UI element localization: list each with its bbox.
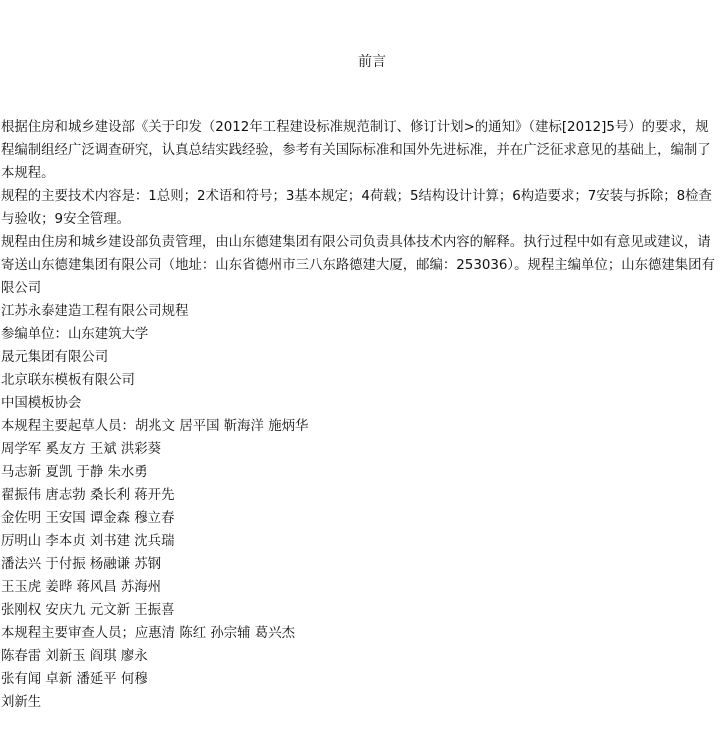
list-item: 江苏永泰建造工程有限公司规程 — [1, 304, 189, 319]
paragraph-management: 规程由住房和城乡建设部负责管理，由山东德建集团有限公司负责具体技术内容的解释。执行过程中如有意见或建议，请寄送山东德建集团有限公司（地址：山东省德州市三八东路德建大厦，邮编：253036）。规程主编单位；山东德建集团有限公司 — [1, 235, 715, 296]
paragraph-technical-content: 规程的主要技术内容是：1总则；2术语和符号；3基本规定；4荷载；5结构设计计算；6构造要求；7安装与拆除；8检查与验收；9安全管理。 — [1, 189, 712, 227]
list-item: 中国模板协会 — [1, 396, 82, 411]
page-title: 前言 — [358, 54, 386, 70]
paragraph-basis: 根据住房和城乡建设部《关于印发（2012年工程建设标准规范制订、修订计划>的通知》（建标[2012]5号）的要求，规程编制组经广泛调查研究，认真总结实践经验，参考有关国际标准和国外先进标准，并在广泛征求意见的基础上，编制了本规程。 — [1, 120, 711, 181]
list-item: 翟振伟 唐志勃 桑长利 蒋开先 — [1, 488, 175, 503]
list-item: 王玉虎 姜晔 蒋风昌 苏海州 — [1, 580, 162, 595]
list-item: 马志新 夏凯 于静 朱水勇 — [1, 465, 148, 480]
list-item: 张有闻 卓新 潘延平 何穆 — [1, 672, 148, 687]
list-item: 陈春雷 刘新玉 阎琪 廖永 — [1, 649, 148, 664]
list-item: 厉明山 李本贞 刘书建 沈兵瑞 — [1, 534, 175, 549]
preface-body — [1, 116, 717, 714]
list-item: 晟元集团有限公司 — [1, 350, 109, 365]
list-item: 参编单位：山东建筑大学 — [1, 327, 149, 342]
list-item: 北京联东模板有限公司 — [1, 373, 135, 388]
list-item: 刘新生 — [1, 695, 42, 710]
list-item: 潘法兴 于付振 杨融谦 苏钢 — [1, 557, 162, 572]
list-item: 张刚权 安庆九 元文新 王振喜 — [1, 603, 175, 618]
list-item: 金佐明 王安国 谭金森 穆立春 — [1, 511, 175, 526]
list-item: 本规程主要起草人员：胡兆文 居平国 靳海洋 施炳华 — [1, 419, 309, 434]
list-item: 周学军 奚友方 王斌 洪彩葵 — [1, 442, 162, 457]
list-item: 本规程主要审查人员；应惠清 陈红 孙宗辅 葛兴杰 — [1, 626, 295, 641]
